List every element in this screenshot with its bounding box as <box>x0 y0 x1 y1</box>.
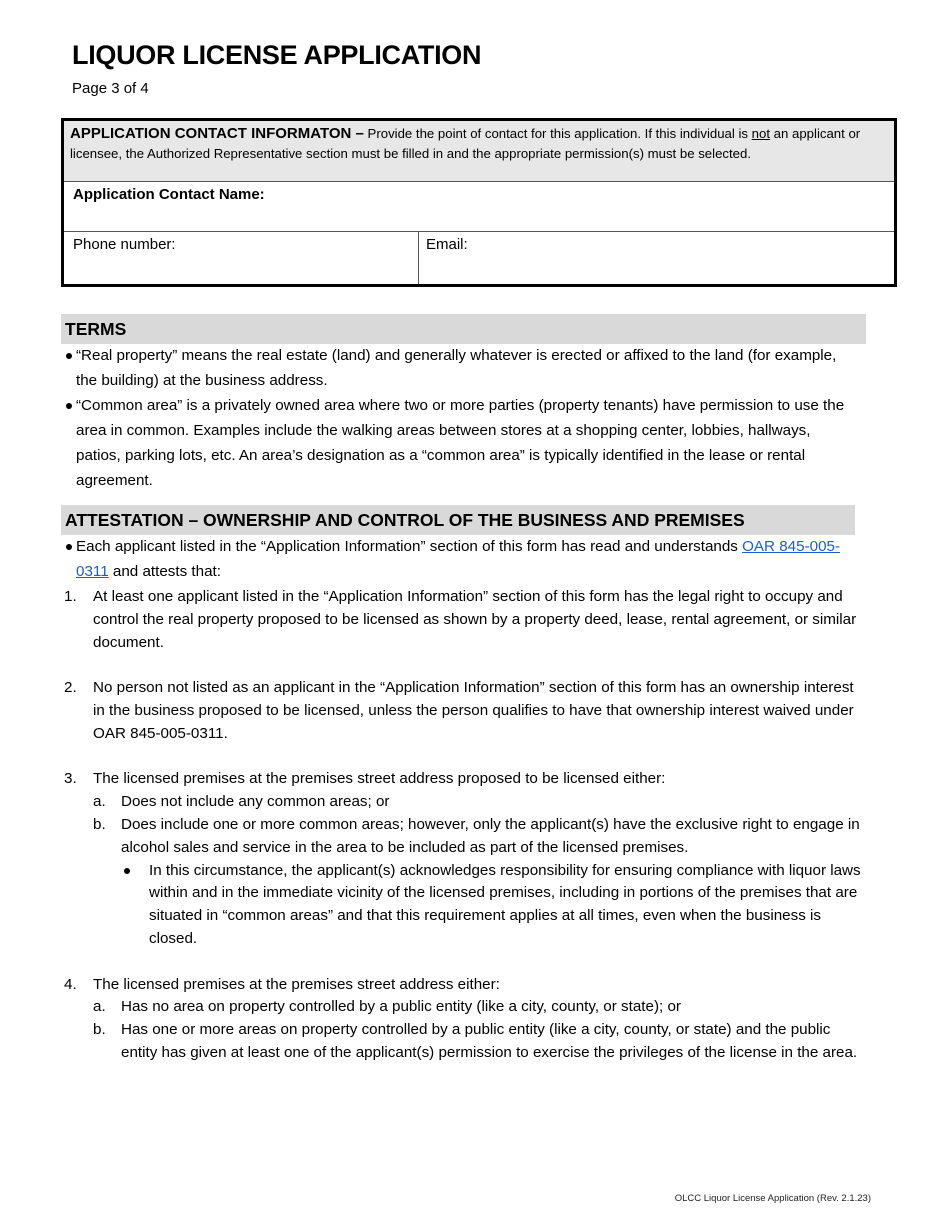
oar-link[interactable]: OAR 845-005-0311 <box>76 538 841 580</box>
attestation-heading: ATTESTATION – OWNERSHIP AND CONTROL OF THE BUSINESS AND PREMISES <box>61 505 855 535</box>
sub-list <box>93 791 864 951</box>
list-item <box>64 534 854 584</box>
list-item <box>64 974 864 1065</box>
item-text: No person not listed as an applicant in the “Application Information” section of this form has an ownership interest in the business proposed to be licensed, unless the person qualifies to have that ownership interest waived under OAR 845-005-0311. <box>93 679 854 742</box>
intro-text-a: Each applicant listed in the “Application Information” section of this form has read and understands <box>76 538 743 555</box>
sub-item <box>93 814 864 951</box>
list-item <box>64 768 864 950</box>
sub-text: Has one or more areas on property controlled by a public entity (like a city, county, or state) and the public entity has given at least one of the applicant(s) permission to exercise the privileges of the license in the area. <box>121 1021 858 1061</box>
sub-item <box>93 791 864 814</box>
sub-item <box>93 996 864 1019</box>
item-text: At least one applicant listed in the “Application Information” section of this form has the legal right to occupy and control the real property proposed to be licensed as shown by a property deed, lease, rental agreement, or similar document. <box>93 588 857 651</box>
intro-text-b: and attests that: <box>108 563 221 580</box>
contact-desc-not: not <box>751 126 771 141</box>
attestation-list <box>64 586 864 1088</box>
terms-heading: TERMS <box>61 314 866 344</box>
phone-label: Phone number: <box>73 236 176 253</box>
list-item <box>64 586 864 654</box>
sub-item <box>93 1019 864 1065</box>
sub-letter: b. <box>93 1021 106 1039</box>
bullet-list <box>121 860 864 951</box>
sub-letter: a. <box>93 793 106 811</box>
sub-letter: b. <box>93 815 106 833</box>
contact-desc-b: an applicant or licensee, the Authorized Representative section must be filled in and the appropriate permission(s) must be selected. <box>70 126 861 161</box>
attestation-intro <box>64 534 854 584</box>
list-item <box>64 677 864 745</box>
page-title: LIQUOR LICENSE APPLICATION <box>72 40 482 70</box>
email-field[interactable] <box>419 232 894 284</box>
sub-text: Does not include any common areas; or <box>121 793 390 811</box>
list-item: “Real property” means the real estate (land) and generally whatever is erected or affixed to the land (for example, the building) at the business address. <box>64 343 854 393</box>
terms-list <box>64 343 854 493</box>
item-number: 2. <box>64 679 77 697</box>
contact-heading: APPLICATION CONTACT INFORMATON – <box>70 125 364 142</box>
contact-desc-a: Provide the point of contact for this application. If this individual is <box>363 126 752 141</box>
footer-text: OLCC Liquor License Application (Rev. 2.1.23) <box>674 1193 871 1204</box>
item-number: 1. <box>64 588 77 605</box>
sub-text: Does include one or more common areas; however, only the applicant(s) have the exclusive right to engage in alcohol sales and service in the area to be included as part of the licensed premises. <box>121 815 860 856</box>
sub-text: Has no area on property controlled by a public entity (like a city, county, or state); or <box>121 998 681 1016</box>
list-item: “Common area” is a privately owned area where two or more parties (property tenants) have permission to use the area in common. Examples include the walking areas between stores at a shopping center, lobbies, hallways, patios, parking lots, etc. An area’s designation as a “common area” is typically identified in the lease or rental agreement. <box>64 393 854 493</box>
contact-info-box <box>61 118 897 287</box>
contact-name-label: Application Contact Name: <box>73 186 265 203</box>
sub-list <box>93 996 864 1064</box>
item-text: The licensed premises at the premises street address either: <box>93 975 500 993</box>
contact-header <box>64 121 894 182</box>
item-number: 3. <box>64 770 77 788</box>
email-label: Email: <box>426 236 468 253</box>
phone-field[interactable] <box>64 232 419 284</box>
sub-letter: a. <box>93 998 106 1016</box>
item-text: The licensed premises at the premises street address proposed to be licensed either: <box>93 770 666 788</box>
page-number: Page 3 of 4 <box>72 80 149 97</box>
bullet-item: In this circumstance, the applicant(s) acknowledges responsibility for ensuring compliance with liquor laws within and in the immediate vicinity of the licensed premises, including in portions of the premises that are situated in “common areas” and that this requirement applies at all times, even when the business is closed. <box>121 860 864 951</box>
contact-name-field[interactable] <box>64 182 894 232</box>
item-number: 4. <box>64 975 77 993</box>
